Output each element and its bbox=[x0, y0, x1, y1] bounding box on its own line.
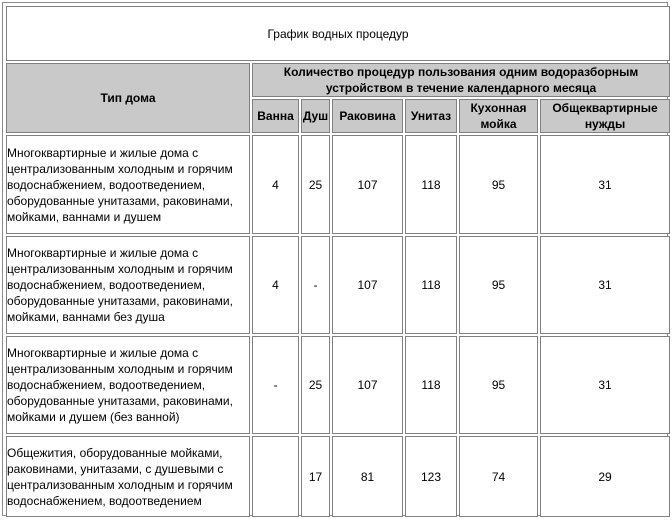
header-col-common-needs: Общеквартирные нужды bbox=[540, 99, 670, 133]
cell-kitchen-sink: 95 bbox=[459, 236, 538, 334]
table-row bbox=[6, 236, 670, 334]
cell-toilet: 118 bbox=[405, 135, 457, 234]
cell-bath: 4 bbox=[252, 135, 299, 234]
cell-kitchen-sink: 95 bbox=[459, 135, 538, 234]
row-house-type: Многоквартирные и жилые дома с централизованным холодным и горячим водоснабжением, водоотведением, оборудованные унитазами, раковинами, мойками, ваннами без душа bbox=[6, 236, 250, 334]
header-col-sink: Раковина bbox=[332, 99, 403, 133]
header-group-procedures: Количество процедур пользования одним водоразборным устройством в течение календарного месяца bbox=[252, 63, 670, 97]
header-col-toilet: Унитаз bbox=[405, 99, 457, 133]
cell-kitchen-sink: 95 bbox=[459, 336, 538, 434]
cell-shower: 25 bbox=[301, 336, 330, 434]
row-house-type: Общежития, оборудованные мойками, раковинами, унитазами, с душевыми с централизованным холодным и горячим водоснабжением, водоотведением bbox=[6, 436, 250, 517]
cell-sink: 107 bbox=[332, 236, 403, 334]
table-row bbox=[6, 135, 670, 234]
table-row bbox=[6, 436, 670, 517]
cell-shower: 25 bbox=[301, 135, 330, 234]
cell-bath: 4 bbox=[252, 236, 299, 334]
cell-bath: - bbox=[252, 336, 299, 434]
cell-common-needs: 31 bbox=[540, 336, 670, 434]
cell-shower: - bbox=[301, 236, 330, 334]
cell-toilet: 118 bbox=[405, 336, 457, 434]
header-col-kitchen-sink: Кухонная мойка bbox=[459, 99, 538, 133]
header-house-type: Тип дома bbox=[6, 63, 250, 133]
procedures-table bbox=[4, 4, 672, 519]
cell-sink: 81 bbox=[332, 436, 403, 517]
cell-common-needs: 31 bbox=[540, 135, 670, 234]
row-house-type: Многоквартирные и жилые дома с централизованным холодным и горячим водоснабжением, водоотведением, оборудованные унитазами, раковинами, мойками, ваннами и душем bbox=[6, 135, 250, 234]
cell-common-needs: 31 bbox=[540, 236, 670, 334]
cell-shower: 17 bbox=[301, 436, 330, 517]
cell-kitchen-sink: 74 bbox=[459, 436, 538, 517]
page-title: График водных процедур bbox=[6, 6, 670, 61]
cell-bath bbox=[252, 436, 299, 517]
header-col-shower: Душ bbox=[301, 99, 330, 133]
cell-common-needs: 29 bbox=[540, 436, 670, 517]
cell-sink: 107 bbox=[332, 336, 403, 434]
table-row bbox=[6, 336, 670, 434]
cell-toilet: 118 bbox=[405, 236, 457, 334]
header-col-bath: Ванна bbox=[252, 99, 299, 133]
cell-sink: 107 bbox=[332, 135, 403, 234]
cell-toilet: 123 bbox=[405, 436, 457, 517]
row-house-type: Многоквартирные и жилые дома с централизованным холодным и горячим водоснабжением, водоотведением, оборудованные унитазами, раковинами, мойками и душем (без ванной) bbox=[6, 336, 250, 434]
